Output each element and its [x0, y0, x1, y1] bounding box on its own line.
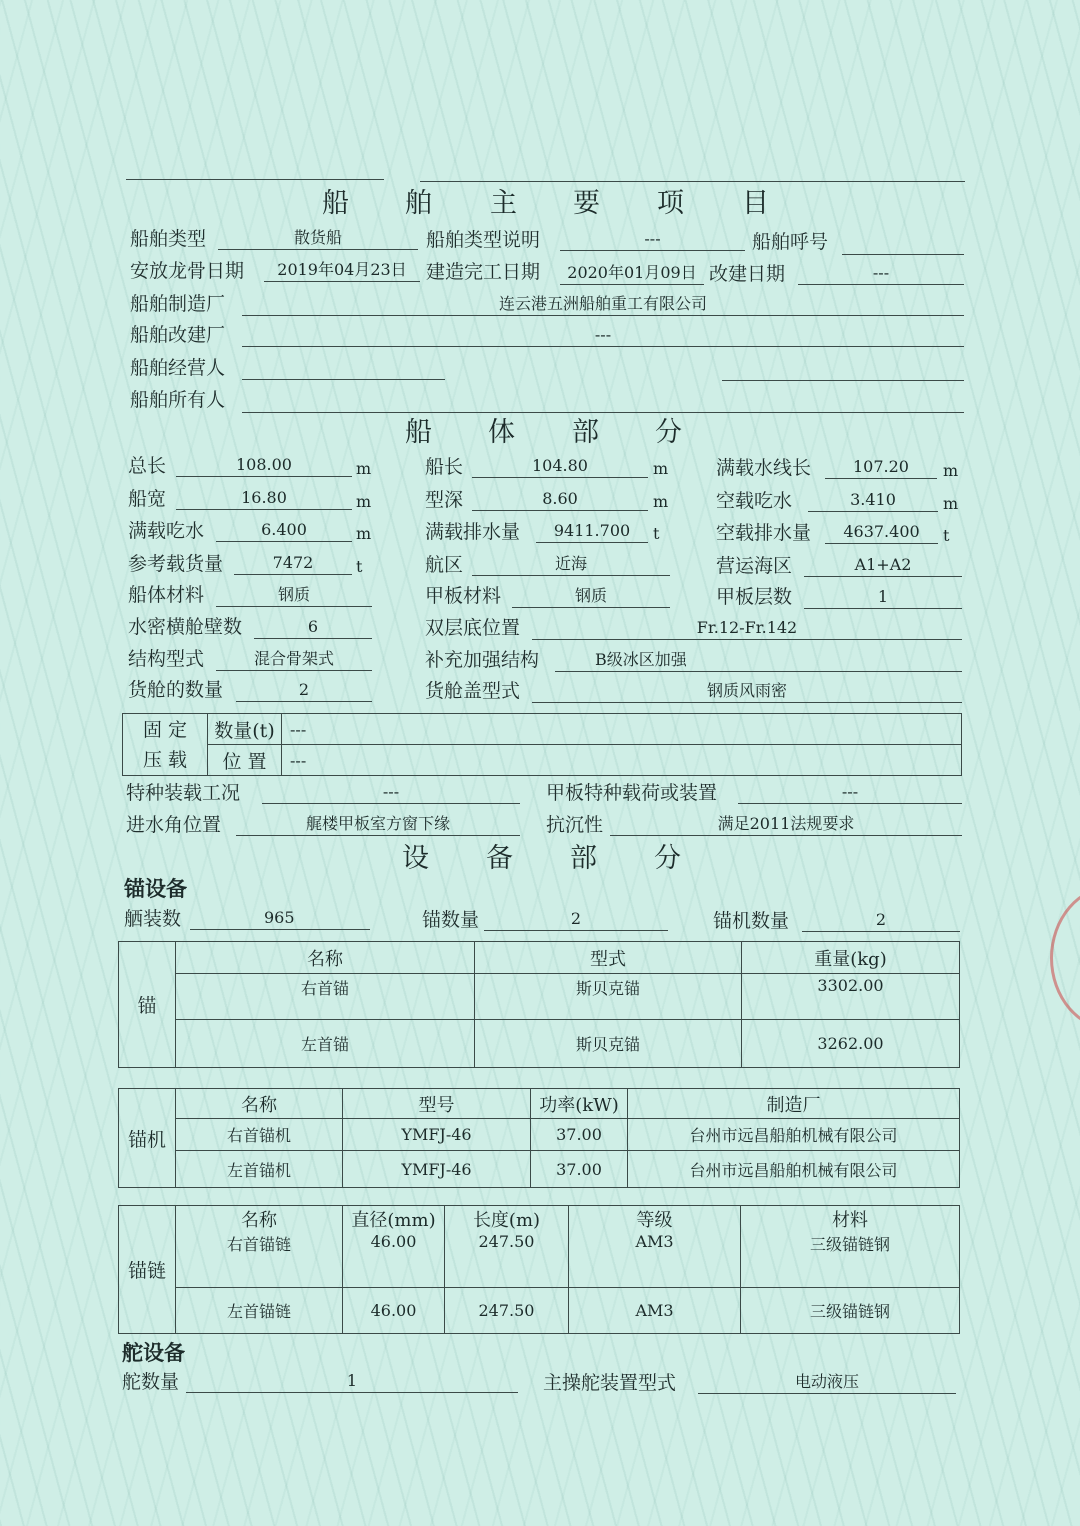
lwl-unit: m: [943, 461, 959, 480]
anchor-count-label: 锚数量: [422, 909, 480, 931]
rudder-count-value: 1: [186, 1370, 518, 1393]
rudder-equipment-heading: 舵设备: [122, 1340, 185, 1365]
steering-gear-label: 主操舵装置型式: [543, 1372, 677, 1394]
ship-type-value: 散货船: [218, 227, 418, 250]
flood-label: 进水角位置: [126, 814, 222, 836]
windlass-model: YMFJ-46: [343, 1119, 531, 1151]
breadth-label: 船宽: [128, 488, 167, 510]
anchors-header-name: 名称: [176, 942, 475, 974]
rebuild-date-label: 改建日期: [709, 263, 786, 285]
hull-material-value: 钢质: [216, 584, 372, 607]
anchor-name: 左首锚: [176, 1020, 475, 1068]
breadth-value: 16.80: [176, 487, 352, 510]
lbp-label: 船长: [425, 456, 464, 478]
ship-type-desc-value: ---: [560, 228, 745, 251]
anchor-type: 斯贝克锚: [475, 974, 742, 1020]
op-sea-value: A1+A2: [804, 554, 962, 577]
operator-label: 船舶经营人: [130, 357, 226, 379]
chains-header-length: 长度(m): [445, 1206, 569, 1233]
table-row: [119, 1020, 960, 1068]
windlass-count-label: 锚机数量: [713, 910, 790, 932]
owner-value: [242, 390, 964, 413]
strengthening-value: B级冰区加强: [555, 649, 962, 672]
ballast-qty-value: ---: [282, 714, 962, 745]
official-seal-stamp: [1050, 885, 1080, 1031]
rebuilder-label: 船舶改建厂: [130, 324, 226, 346]
builder-value: 连云港五洲船舶重工有限公司: [242, 293, 964, 316]
fixed-ballast-table: [122, 713, 962, 776]
call-sign-label: 船舶呼号: [752, 231, 829, 253]
operator-value: [242, 357, 445, 380]
rebuild-date-value: ---: [798, 262, 964, 285]
light-draft-label: 空载吃水: [716, 490, 793, 512]
lwl-value: 107.20: [825, 456, 937, 479]
table-row: [119, 1287, 960, 1333]
chain-name: 左首锚链: [176, 1287, 343, 1333]
windlass-side-label: 锚机: [119, 1089, 176, 1188]
bulkheads-value: 6: [254, 616, 372, 639]
unsinkable-value: 满足2011法规要求: [610, 813, 962, 836]
top-rule-right: [420, 181, 965, 182]
rudder-count-label: 舵数量: [122, 1371, 180, 1393]
loa-value: 108.00: [176, 454, 352, 477]
chain-diameter: 46.00: [343, 1287, 445, 1333]
double-bottom-value: Fr.12-Fr.142: [532, 617, 962, 640]
full-disp-unit: t: [653, 524, 660, 543]
nav-area-value: 近海: [472, 553, 670, 576]
windlass-table: [118, 1088, 960, 1188]
light-disp-value: 4637.400: [825, 521, 938, 544]
full-draft-unit: m: [356, 524, 372, 543]
chain-diameter: 46.00: [343, 1232, 445, 1287]
unsinkable-label: 抗沉性: [546, 814, 604, 836]
deck-special-value: ---: [738, 781, 962, 804]
loa-unit: m: [356, 459, 372, 478]
anchors-side-label: 锚: [119, 942, 176, 1068]
anchors-table: [118, 941, 960, 1068]
anchor-weight: 3302.00: [742, 974, 960, 1020]
chain-name: 右首锚链: [176, 1232, 343, 1287]
windlass-maker: 台州市远昌船舶机械有限公司: [628, 1119, 960, 1151]
table-row: [119, 1232, 960, 1287]
chains-header-grade: 等级: [569, 1206, 741, 1233]
keel-date-label: 安放龙骨日期: [130, 260, 245, 282]
light-draft-value: 3.410: [808, 489, 938, 512]
ship-type-desc-label: 船舶类型说明: [426, 229, 541, 251]
special-load-value: ---: [262, 781, 520, 804]
chain-material: 三级锚链钢: [741, 1287, 960, 1333]
flood-value: 艉楼甲板室方窗下缘: [236, 813, 520, 836]
anchors-header-weight: 重量(kg): [742, 942, 960, 974]
nav-area-label: 航区: [425, 554, 464, 576]
light-disp-label: 空载排水量: [716, 522, 812, 544]
chain-material: 三级锚链钢: [741, 1232, 960, 1287]
holds-value: 2: [236, 679, 372, 702]
deck-count-value: 1: [804, 586, 962, 609]
ballast-qty-label: 数量(t): [208, 714, 282, 745]
bulkheads-label: 水密横舱壁数: [128, 616, 243, 638]
operator-rule-right: [722, 380, 964, 381]
complete-date-value: 2020年01月09日: [560, 262, 704, 285]
table-row: [119, 1119, 960, 1151]
light-draft-unit: m: [943, 494, 959, 513]
lwl-label: 满载水线长: [716, 457, 812, 479]
op-sea-label: 营运海区: [716, 555, 793, 577]
ref-cargo-label: 参考载货量: [128, 553, 224, 575]
chain-length: 247.50: [445, 1287, 569, 1333]
equipment-title: 设 备 部 分: [402, 843, 683, 874]
light-disp-unit: t: [943, 526, 950, 545]
special-load-label: 特种装载工况: [126, 782, 241, 804]
windlass-header-name: 名称: [176, 1089, 343, 1119]
table-row: [119, 1151, 960, 1188]
builder-label: 船舶制造厂: [130, 293, 226, 315]
numeral-value: 965: [190, 907, 370, 930]
call-sign-value: [842, 232, 964, 255]
owner-label: 船舶所有人: [130, 389, 226, 411]
full-draft-value: 6.400: [216, 519, 352, 542]
chains-header-material: 材料: [741, 1206, 960, 1233]
ref-cargo-unit: t: [356, 557, 363, 576]
hatch-label: 货舱盖型式: [425, 680, 521, 702]
full-disp-value: 9411.700: [536, 520, 648, 543]
depth-unit: m: [653, 492, 669, 511]
chains-table: [118, 1205, 960, 1334]
anchor-type: 斯贝克锚: [475, 1020, 742, 1068]
anchor-equipment-heading: 锚设备: [124, 876, 187, 901]
ship-type-label: 船舶类型: [130, 228, 207, 250]
deck-material-label: 甲板材料: [425, 585, 502, 607]
lbp-unit: m: [653, 459, 669, 478]
deck-material-value: 钢质: [512, 585, 670, 608]
windlass-name: 左首锚机: [176, 1151, 343, 1188]
chains-side-label: 锚链: [119, 1206, 176, 1334]
windlass-count-value: 2: [802, 909, 960, 932]
windlass-name: 右首锚机: [176, 1119, 343, 1151]
holds-label: 货舱的数量: [128, 679, 224, 701]
lbp-value: 104.80: [472, 455, 648, 478]
depth-value: 8.60: [472, 488, 648, 511]
deck-count-label: 甲板层数: [716, 586, 793, 608]
hull-title: 船 体 部 分: [405, 417, 684, 448]
chain-grade: AM3: [569, 1232, 741, 1287]
numeral-label: 舾装数: [124, 908, 182, 930]
chain-length: 247.50: [445, 1232, 569, 1287]
windlass-power: 37.00: [531, 1119, 628, 1151]
anchor-weight: 3262.00: [742, 1020, 960, 1068]
table-row: [119, 974, 960, 1020]
full-draft-label: 满载吃水: [128, 520, 205, 542]
windlass-maker: 台州市远昌船舶机械有限公司: [628, 1151, 960, 1188]
top-rule: [126, 179, 384, 180]
ballast-side-label: 固 定 压 载: [123, 714, 208, 776]
complete-date-label: 建造完工日期: [426, 261, 541, 283]
loa-label: 总长: [128, 455, 167, 477]
ballast-pos-value: ---: [282, 745, 962, 776]
windlass-model: YMFJ-46: [343, 1151, 531, 1188]
anchor-count-value: 2: [484, 908, 668, 931]
keel-date-value: 2019年04月23日: [264, 259, 420, 282]
windlass-header-power: 功率(kW): [531, 1089, 628, 1119]
full-disp-label: 满载排水量: [425, 521, 521, 543]
hatch-value: 钢质风雨密: [532, 680, 962, 703]
ballast-pos-label: 位 置: [208, 745, 282, 776]
breadth-unit: m: [356, 492, 372, 511]
structure-value: 混合骨架式: [216, 648, 372, 671]
hull-material-label: 船体材料: [128, 584, 205, 606]
depth-label: 型深: [425, 489, 464, 511]
anchors-header-type: 型式: [475, 942, 742, 974]
main-title: 船 舶 主 要 项 目: [322, 188, 771, 219]
windlass-header-model: 型号: [343, 1089, 531, 1119]
chain-grade: AM3: [569, 1287, 741, 1333]
chains-header-name: 名称: [176, 1206, 343, 1233]
strengthening-label: 补充加强结构: [425, 649, 540, 671]
rebuilder-value: ---: [242, 324, 964, 347]
ref-cargo-value: 7472: [234, 552, 352, 575]
structure-label: 结构型式: [128, 648, 205, 670]
chains-header-diameter: 直径(mm): [343, 1206, 445, 1233]
windlass-power: 37.00: [531, 1151, 628, 1188]
steering-gear-value: 电动液压: [698, 1371, 956, 1394]
double-bottom-label: 双层底位置: [425, 617, 521, 639]
deck-special-label: 甲板特种载荷或装置: [546, 782, 718, 804]
windlass-header-maker: 制造厂: [628, 1089, 960, 1119]
anchor-name: 右首锚: [176, 974, 475, 1020]
